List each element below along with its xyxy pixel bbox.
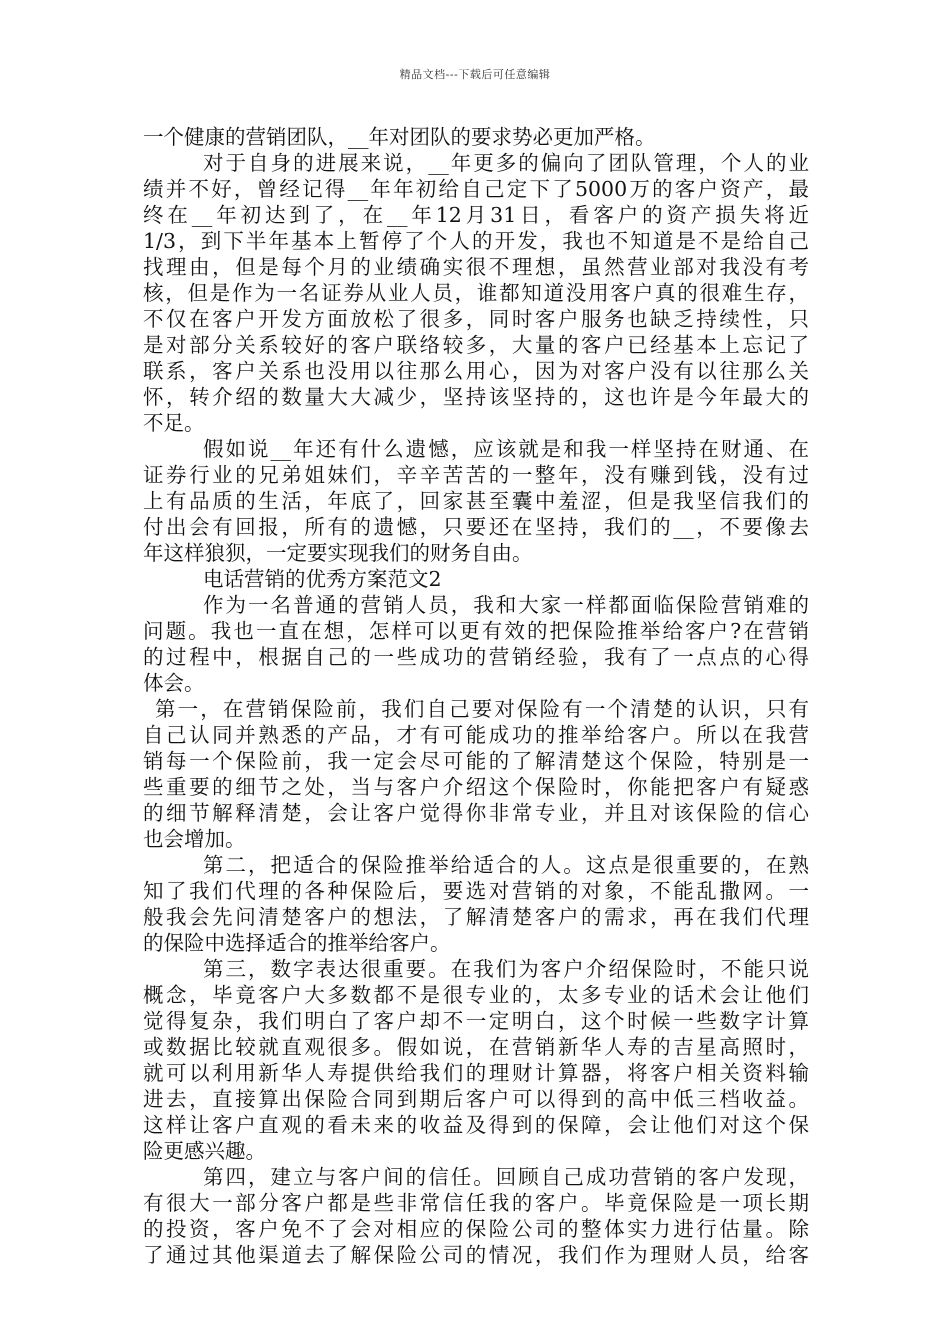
text-line: 知了我们代理的各种保险后，要选对营销的对象，不能乱撒网。一 bbox=[143, 879, 809, 903]
page-header: 精品文档---下载后可任意编辑 bbox=[399, 68, 551, 81]
text-line: 年这样狼狈，一定要实现我们的财务自由。 bbox=[143, 541, 533, 565]
document-body bbox=[143, 124, 809, 1268]
text-line: 对于自身的进展来说，__年更多的偏向了团队管理，个人的业 bbox=[203, 151, 809, 175]
text-line: 上有品质的生活，年底了，回家甚至囊中羞涩，但是我坚信我们的 bbox=[143, 489, 809, 513]
text-line: 就可以利用新华人寿提供给我们的理财计算器，将客户相关资料输 bbox=[143, 1061, 809, 1085]
text-line: 第三，数字表达很重要。在我们为客户介绍保险时，不能只说 bbox=[203, 957, 809, 981]
text-line: 的投资，客户免不了会对相应的保险公司的整体实力进行估量。除 bbox=[143, 1217, 809, 1241]
text-line: 作为一名普通的营销人员，我和大家一样都面临保险营销难的 bbox=[203, 593, 809, 617]
text-line: 联系，客户关系也没用以往那么用心，因为对客户没有以往那么关 bbox=[143, 359, 809, 383]
text-line: 的保险中选择适合的推举给客户。 bbox=[143, 931, 451, 955]
text-line: 证券行业的兄弟姐妹们，辛辛苦苦的一整年，没有赚到钱，没有过 bbox=[143, 463, 809, 487]
text-line: 怀，转介绍的数量大大减少，坚持该坚持的，这也许是今年最大的 bbox=[143, 385, 809, 409]
text-line: 问题。我也一直在想，怎样可以更有效的把保险推举给客户?在营销 bbox=[143, 619, 809, 643]
text-line: 觉得复杂，我们明白了客户却不一定明白，这个时候一些数字计算 bbox=[143, 1009, 809, 1033]
text-line: 或数据比较就直观很多。假如说，在营销新华人寿的吉星高照时， bbox=[143, 1035, 809, 1059]
text-line: 核，但是作为一名证券从业人员，谁都知道没用客户真的很难生存， bbox=[143, 281, 809, 305]
text-line: 不足。 bbox=[143, 411, 205, 435]
text-line: 销每一个保险前，我一定会尽可能的了解清楚这个保险，特别是一 bbox=[143, 749, 809, 773]
text-line: 这样让客户直观的看未来的收益及得到的保障，会让他们对这个保 bbox=[143, 1113, 809, 1137]
text-line: 不仅在客户开发方面放松了很多，同时客户服务也缺乏持续性，只 bbox=[143, 307, 809, 331]
text-line: 电话营销的优秀方案范文2 bbox=[203, 567, 442, 591]
text-line: 假如说__年还有什么遗憾，应该就是和我一样坚持在财通、在 bbox=[203, 437, 809, 461]
text-line: 有很大一部分客户都是些非常信任我的客户。毕竟保险是一项长期 bbox=[143, 1191, 809, 1215]
text-line: 绩并不好，曾经记得__年年初给自己定下了5000万的客户资产，最 bbox=[143, 177, 809, 201]
text-line: 也会增加。 bbox=[143, 827, 246, 851]
text-line: 终在__年初达到了，在__年12月31日，看客户的资产损失将近 bbox=[143, 203, 809, 227]
text-line: 险更感兴趣。 bbox=[143, 1139, 266, 1163]
text-line: 了通过其他渠道去了解保险公司的情况，我们作为理财人员，给客 bbox=[143, 1243, 809, 1267]
text-line: 第一，在营销保险前，我们自己要对保险有一个清楚的认识，只有 bbox=[155, 697, 809, 721]
text-line: 自己认同并熟悉的产品，才有可能成功的推举给客户。所以在我营 bbox=[143, 723, 809, 747]
text-line: 第二，把适合的保险推举给适合的人。这点是很重要的，在熟 bbox=[203, 853, 809, 877]
text-line: 体会。 bbox=[143, 671, 205, 695]
text-line: 付出会有回报，所有的遗憾，只要还在坚持，我们的__，不要像去 bbox=[143, 515, 809, 539]
text-line: 的过程中，根据自己的一些成功的营销经验，我有了一点点的心得 bbox=[143, 645, 809, 669]
text-line: 些重要的细节之处，当与客户介绍这个保险时，你能把客户有疑惑 bbox=[143, 775, 809, 799]
text-line: 的细节解释清楚，会让客户觉得你非常专业，并且对该保险的信心 bbox=[143, 801, 809, 825]
text-line: 般我会先问清楚客户的想法，了解清楚客户的需求，再在我们代理 bbox=[143, 905, 809, 929]
text-line: 第四，建立与客户间的信任。回顾自己成功营销的客户发现， bbox=[203, 1165, 809, 1189]
text-line: 找理由，但是每个月的业绩确实很不理想，虽然营业部对我没有考 bbox=[143, 255, 809, 279]
text-line: 一个健康的营销团队，__年对团队的要求势必更加严格。 bbox=[143, 125, 656, 149]
text-line: 概念，毕竟客户大多数都不是很专业的，太多专业的话术会让他们 bbox=[143, 983, 809, 1007]
text-line: 1/3，到下半年基本上暂停了个人的开发，我也不知道是不是给自己 bbox=[143, 229, 809, 253]
text-line: 是对部分关系较好的客户联络较多，大量的客户已经基本上忘记了 bbox=[143, 333, 809, 357]
text-line: 进去，直接算出保险合同到期后客户可以得到的高中低三档收益。 bbox=[143, 1087, 809, 1111]
